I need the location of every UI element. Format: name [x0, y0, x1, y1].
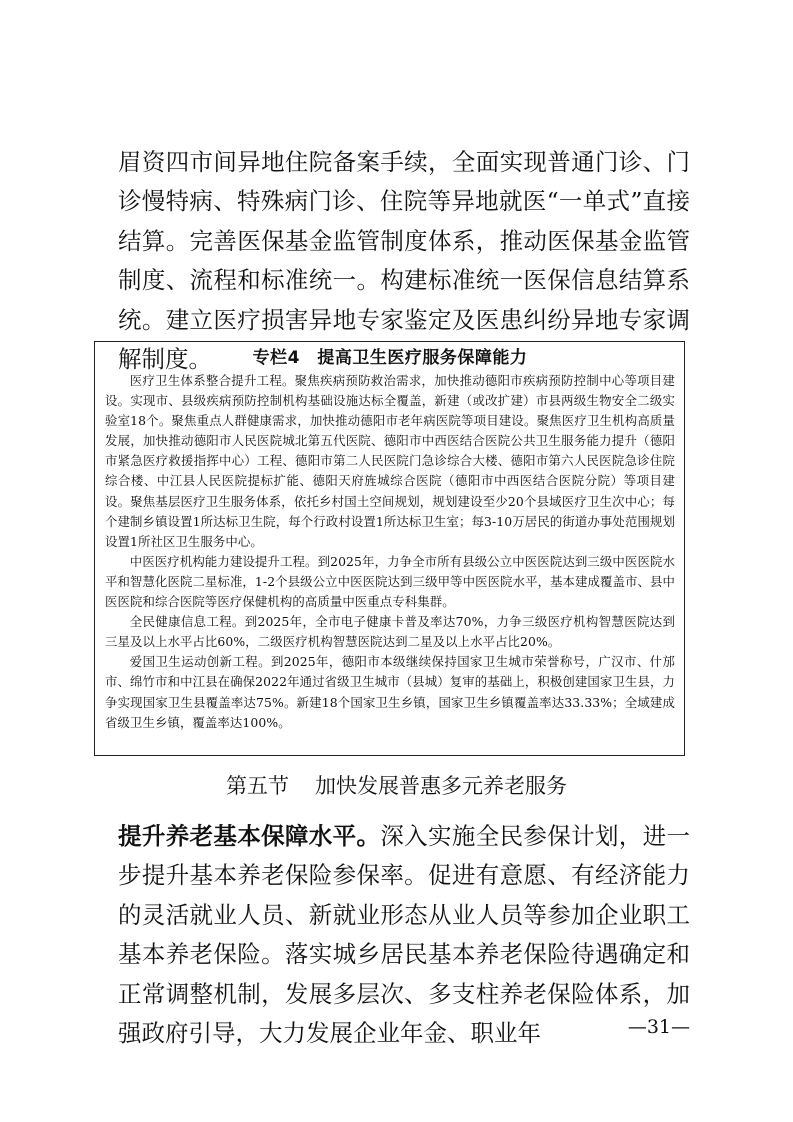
section-number: 第五节 — [226, 774, 289, 798]
box-paragraph-tcm: 中医医疗机构能力建设提升工程。到2025年，力争全市所有县级公立中医医院达到三级中医医院水平和智慧化医院二星标准，1-2个县级公立中医医院达到三级甲等中医医院水平，基本建成覆盖市、县中医医院和综合医院等医疗保健机构的高质量中医重点专科集群。 — [105, 553, 675, 610]
section-heading — [0, 771, 793, 801]
box-title: 专栏4 提高卫生医疗服务保障能力 — [252, 348, 528, 368]
bottom-paragraph-text: 深入实施全民参保计划，进一步提升基本养老保险参保率。促进有意愿、有经济能力的灵活就业人员、新就业形态从业人员等参加企业职工基本养老保险。落实城乡居民基本养老保险待遇确定和正常调整机制，发展多层次、多支柱养老保险体系，加强政府引导，大力发展企业年金、职业年 — [118, 822, 691, 1048]
bottom-paragraph-lead: 提升养老基本保障水平。 — [118, 822, 381, 850]
box-paragraph-patriotic-health: 爱国卫生运动创新工程。到2025年，德阳市本级继续保持国家卫生城市荣誉称号，广汉市、什邡市、绵竹市和中江县在确保2022年通过省级卫生城市（县城）复审的基础上，积极创建国家卫生县，力争实现国家卫生县覆盖率达75%。新建18个国家卫生乡镇，国家卫生乡镇覆盖率达33.33%；全域建成省级卫生乡镇，覆盖率达100%。 — [105, 654, 675, 730]
page-number: —31— — [627, 1016, 690, 1038]
box-paragraph-health-info: 全民健康信息工程。到2025年，全市电子健康卡普及率达70%，力争三级医疗机构智慧医院达到三星及以上水平占比60%，二级医疗机构智慧医院达到二星及以上水平占比20%。 — [105, 614, 675, 650]
bottom-paragraph — [118, 817, 690, 1053]
feature-box — [94, 341, 685, 756]
section-title: 加快发展普惠多元养老服务 — [315, 774, 567, 798]
top-paragraph: 眉资四市间异地住院备案手续，全面实现普通门诊、门诊慢特病、特殊病门诊、住院等异地就医“一单式”直接结算。完善医保基金监管制度体系，推动医保基金监管制度、流程和标准统一。构建标准统一医保信息结算系统。建立医疗损害异地专家鉴定及医患纠纷异地专家调解制度。 — [118, 148, 690, 374]
box-paragraph-health-system: 医疗卫生体系整合提升工程。聚焦疾病预防救治需求，加快推动德阳市疾病预防控制中心等项目建设。实现市、县级疾病预防控制机构基础设施达标全覆盖，新建（或改扩建）市县两级生物安全二级实验室18个。聚焦重点人群健康需求，加快推动德阳市老年病医院等项目建设。聚焦医疗卫生机构高质量发展，加快推动德阳市人民医院城北第五代医院、德阳市中西医结合医院公共卫生服务能力提升（德阳市紧急医疗救援指挥中心）工程、德阳市第二人民医院门急诊综合大楼、德阳市第六人民医院急诊住院综合楼、中江县人民医院提标扩能、德阳天府旌城综合医院（德阳市中西医结合医院分院）等项目建设。聚焦基层医疗卫生服务体系，依托乡村国土空间规划，规划建设至少20个县域医疗卫生次中心；每个建制乡镇设置1所达标卫生院，每个行政村设置1所达标卫生室；每3-10万居民的街道办事处范围规划设置1所社区卫生服务中心。 — [105, 373, 675, 549]
